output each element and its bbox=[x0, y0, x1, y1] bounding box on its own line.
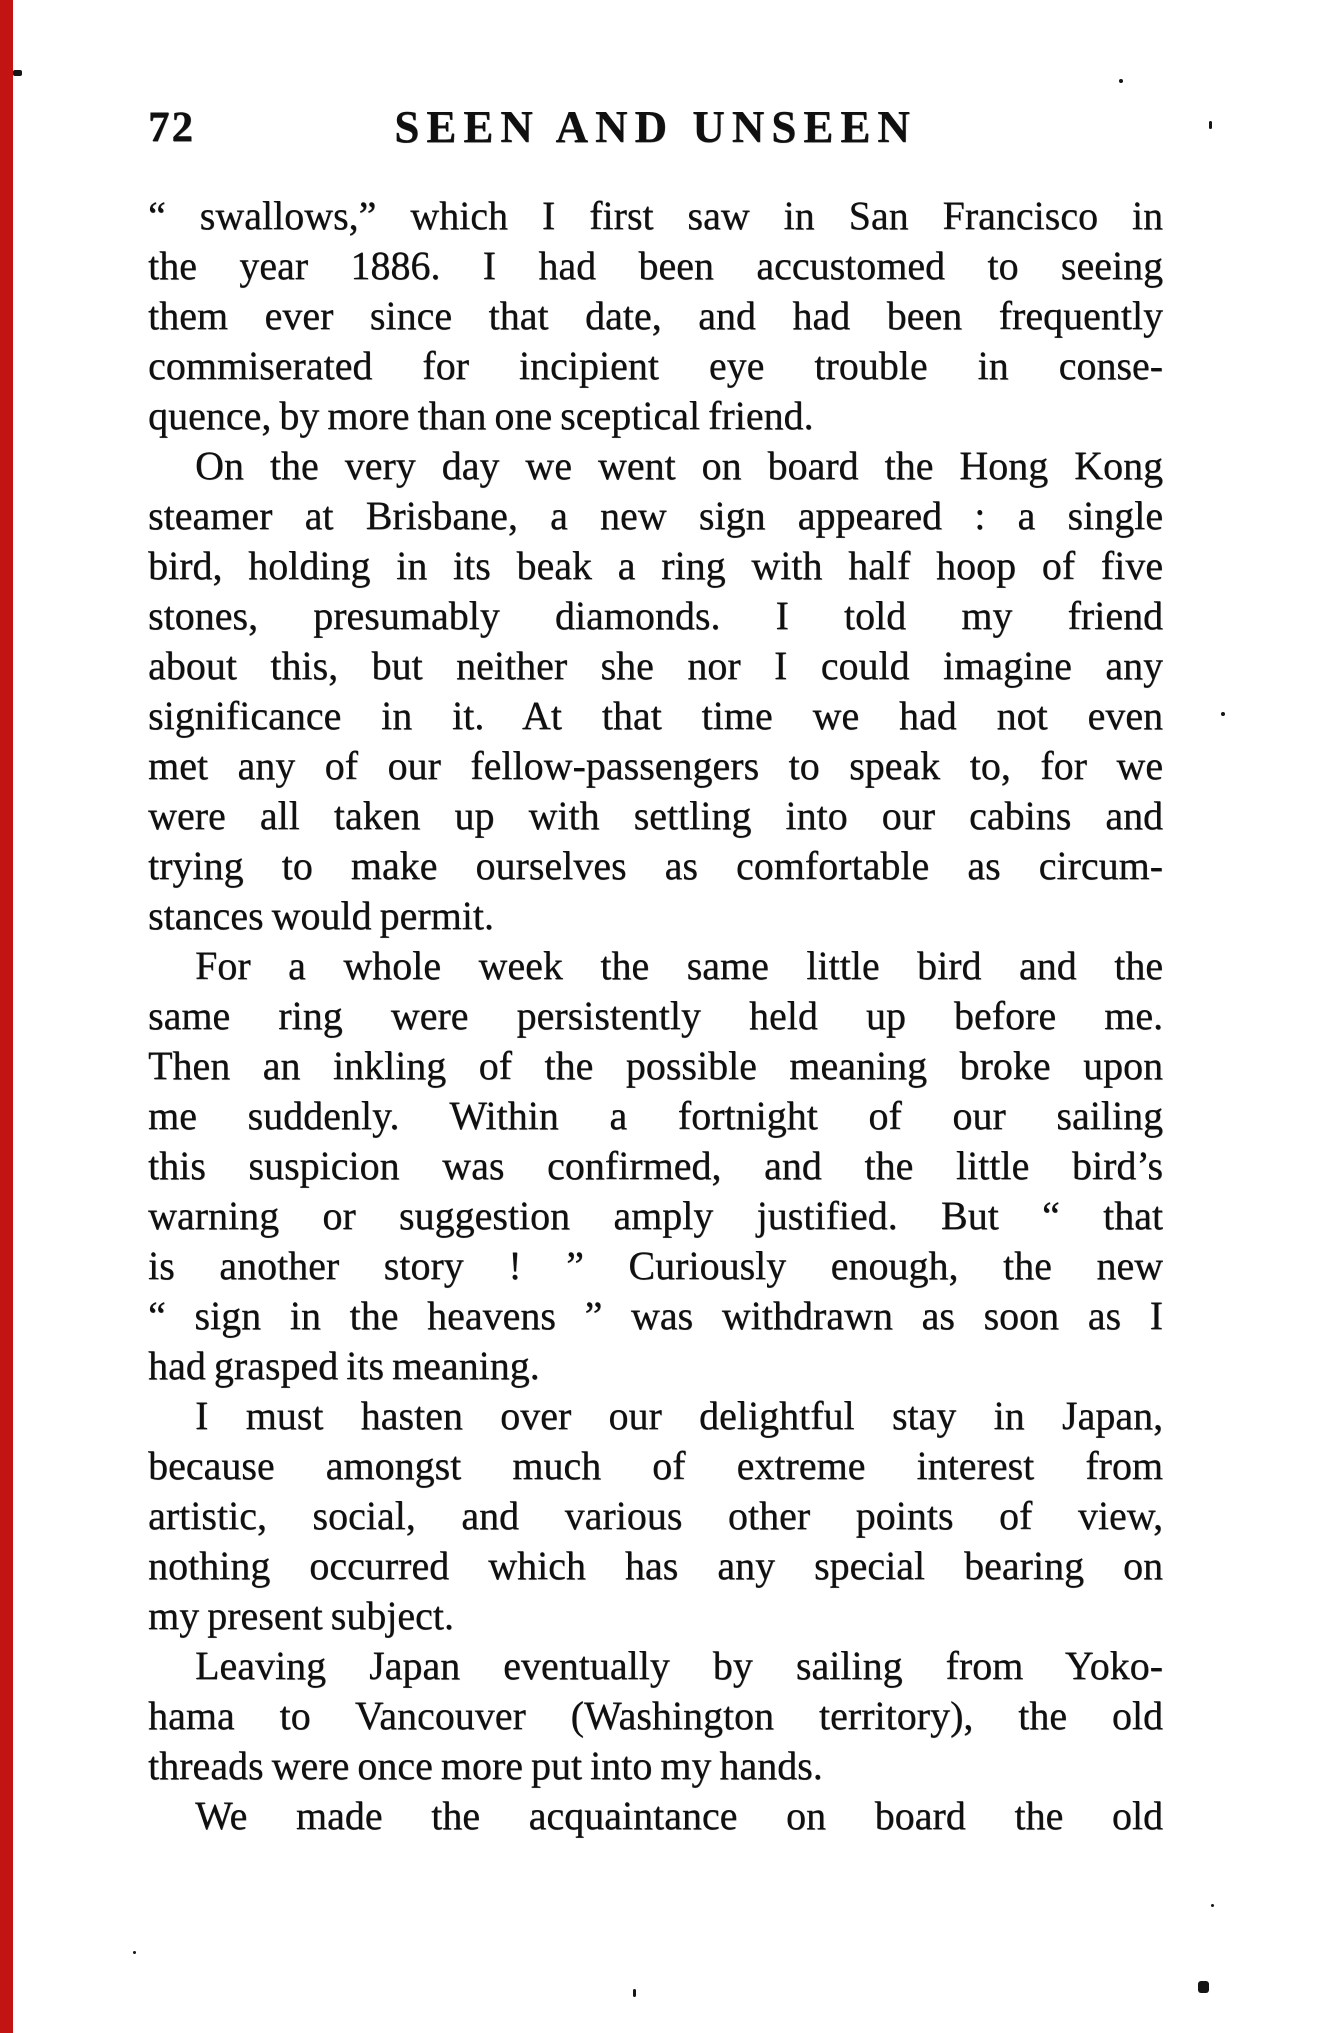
text-line: about this, but neither she nor I could imagine any bbox=[148, 643, 1163, 688]
text-line: had grasped its meaning. bbox=[148, 1343, 540, 1388]
text-line: same ring were persistently held up before me. bbox=[148, 993, 1163, 1038]
text-line: warning or suggestion amply justified. But “ that bbox=[148, 1193, 1163, 1238]
scan-speck bbox=[133, 1951, 136, 1954]
scan-speck bbox=[1211, 1904, 1214, 1907]
text-line: trying to make ourselves as comfortable as circum- bbox=[148, 843, 1163, 888]
text-line: stances would permit. bbox=[148, 893, 494, 938]
text-line: my present subject. bbox=[148, 1593, 454, 1638]
page-text bbox=[148, 191, 1163, 1841]
scan-speck bbox=[1119, 79, 1123, 83]
text-line: For a whole week the same little bird and the bbox=[195, 943, 1163, 988]
scan-edge-artifact bbox=[0, 0, 13, 2033]
page-header bbox=[148, 102, 1163, 156]
text-line: artistic, social, and various other points of view, bbox=[148, 1493, 1163, 1538]
text-line: We made the acquaintance on board the old bbox=[195, 1793, 1163, 1838]
text-line: commiserated for incipient eye trouble in conse- bbox=[148, 343, 1163, 388]
text-line: On the very day we went on board the Hong Kong bbox=[195, 443, 1163, 488]
text-line: nothing occurred which has any special bearing on bbox=[148, 1543, 1163, 1588]
text-line: is another story ! ” Curiously enough, the new bbox=[148, 1243, 1163, 1288]
text-line: steamer at Brisbane, a new sign appeared : a single bbox=[148, 493, 1163, 538]
text-line: because amongst much of extreme interest from bbox=[148, 1443, 1163, 1488]
text-line: hama to Vancouver (Washington territory), the old bbox=[148, 1693, 1163, 1738]
text-line: I must hasten over our delightful stay in Japan, bbox=[195, 1393, 1163, 1438]
text-line: Then an inkling of the possible meaning broke upon bbox=[148, 1043, 1163, 1088]
text-line: quence, by more than one sceptical friend. bbox=[148, 393, 814, 438]
scan-speck bbox=[1209, 121, 1212, 129]
text-line: the year 1886. I had been accustomed to seeing bbox=[148, 243, 1163, 288]
page-number: 72 bbox=[148, 104, 195, 151]
text-line: met any of our fellow-passengers to speak to, for we bbox=[148, 743, 1163, 788]
text-line: stones, presumably diamonds. I told my friend bbox=[148, 593, 1163, 638]
text-line: were all taken up with settling into our cabins and bbox=[148, 793, 1163, 838]
scan-speck bbox=[13, 70, 22, 76]
text-line: “ sign in the heavens ” was withdrawn as soon as I bbox=[148, 1293, 1163, 1338]
text-line: significance in it. At that time we had not even bbox=[148, 693, 1163, 738]
text-line: them ever since that date, and had been frequently bbox=[148, 293, 1163, 338]
text-line: me suddenly. Within a fortnight of our sailing bbox=[148, 1093, 1163, 1138]
scan-speck bbox=[1198, 1981, 1209, 1993]
running-title: SEEN AND UNSEEN bbox=[394, 102, 917, 152]
text-line: “ swallows,” which I first saw in San Francisco in bbox=[148, 193, 1163, 238]
text-line: Leaving Japan eventually by sailing from Yoko- bbox=[195, 1643, 1163, 1688]
text-line: threads were once more put into my hands. bbox=[148, 1743, 823, 1788]
scan-speck bbox=[1221, 712, 1225, 716]
text-line: this suspicion was confirmed, and the little bird’s bbox=[148, 1143, 1163, 1188]
scan-speck bbox=[633, 1989, 636, 1997]
text-line: bird, holding in its beak a ring with half hoop of five bbox=[148, 543, 1163, 588]
